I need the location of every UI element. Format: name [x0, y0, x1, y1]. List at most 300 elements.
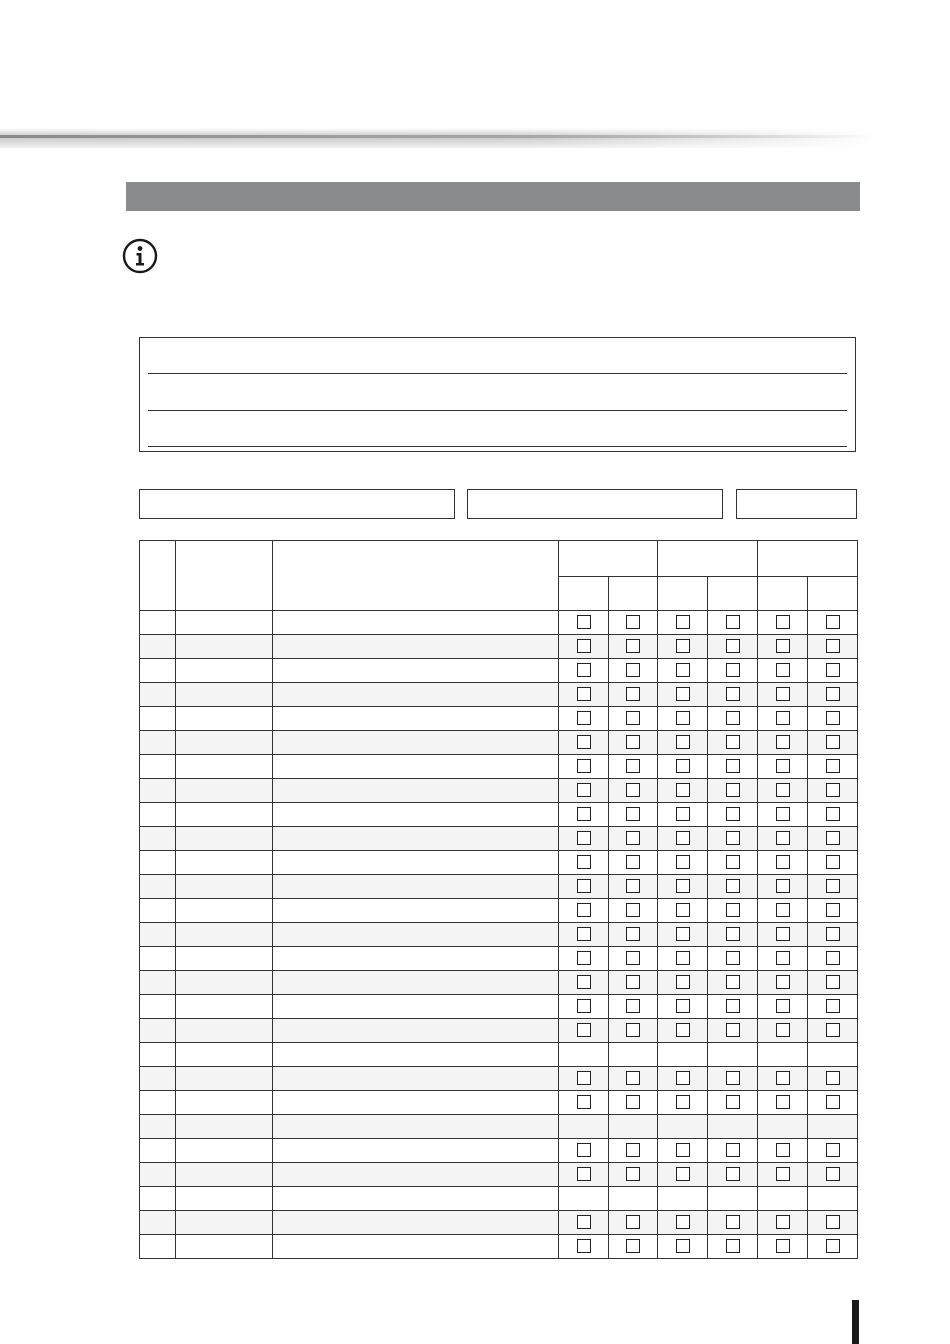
checkbox[interactable] — [676, 903, 690, 917]
check-cell — [658, 1187, 708, 1211]
checkbox[interactable] — [726, 663, 740, 677]
check-cell — [609, 1211, 658, 1235]
checkbox[interactable] — [626, 855, 640, 869]
checkbox[interactable] — [626, 759, 640, 773]
check-cell — [559, 827, 609, 851]
table-cell — [176, 1067, 273, 1091]
note-line[interactable] — [148, 410, 847, 411]
check-cell — [559, 731, 609, 755]
checkbox[interactable] — [826, 831, 840, 845]
check-cell — [808, 683, 858, 707]
check-cell — [808, 1067, 858, 1091]
check-cell — [708, 899, 758, 923]
check-cell — [808, 875, 858, 899]
checkbox[interactable] — [776, 1143, 790, 1157]
table-cell — [140, 755, 176, 779]
table-cell — [140, 1115, 176, 1139]
checkbox[interactable] — [826, 855, 840, 869]
checkbox[interactable] — [826, 927, 840, 941]
check-cell — [758, 611, 808, 635]
check-cell — [758, 1115, 808, 1139]
checkbox[interactable] — [626, 639, 640, 653]
checkbox[interactable] — [726, 687, 740, 701]
check-cell — [808, 827, 858, 851]
checkbox[interactable] — [577, 999, 591, 1013]
table-cell — [176, 971, 273, 995]
checkbox[interactable] — [676, 687, 690, 701]
check-cell — [708, 1163, 758, 1187]
table-row — [140, 635, 858, 659]
header-item — [176, 541, 273, 611]
check-cell — [559, 1211, 609, 1235]
check-cell — [808, 779, 858, 803]
check-cell — [708, 923, 758, 947]
checkbox[interactable] — [726, 879, 740, 893]
check-cell — [609, 971, 658, 995]
check-cell — [758, 1139, 808, 1163]
checkbox[interactable] — [676, 855, 690, 869]
check-cell — [708, 1019, 758, 1043]
table-cell — [273, 1139, 559, 1163]
check-cell — [708, 827, 758, 851]
checkbox[interactable] — [776, 1095, 790, 1109]
checkbox[interactable] — [626, 663, 640, 677]
field-3[interactable] — [736, 489, 857, 519]
checkbox[interactable] — [726, 1167, 740, 1181]
check-cell — [559, 1163, 609, 1187]
checkbox[interactable] — [577, 1143, 591, 1157]
check-cell — [758, 971, 808, 995]
page-edge-tab — [852, 1300, 859, 1344]
checkbox[interactable] — [577, 1239, 591, 1253]
check-cell — [708, 1115, 758, 1139]
table-row — [140, 947, 858, 971]
checkbox[interactable] — [626, 1167, 640, 1181]
check-cell — [609, 1115, 658, 1139]
checkbox[interactable] — [577, 639, 591, 653]
check-cell — [559, 611, 609, 635]
check-cell — [808, 1043, 858, 1067]
table-cell — [176, 1091, 273, 1115]
check-cell — [658, 659, 708, 683]
checkbox[interactable] — [776, 759, 790, 773]
checkbox[interactable] — [676, 615, 690, 629]
check-cell — [758, 1091, 808, 1115]
table-cell — [273, 1115, 559, 1139]
checkbox[interactable] — [626, 711, 640, 725]
sub-header — [559, 577, 609, 611]
checkbox[interactable] — [726, 831, 740, 845]
checkbox[interactable] — [826, 999, 840, 1013]
checkbox[interactable] — [626, 807, 640, 821]
check-cell — [609, 683, 658, 707]
table-cell — [273, 779, 559, 803]
checkbox[interactable] — [776, 1023, 790, 1037]
table-cell — [140, 635, 176, 659]
table-cell — [176, 1163, 273, 1187]
checkbox[interactable] — [726, 1239, 740, 1253]
check-cell — [758, 731, 808, 755]
table-cell — [273, 971, 559, 995]
check-cell — [609, 1019, 658, 1043]
checkbox[interactable] — [577, 855, 591, 869]
checkbox[interactable] — [826, 1071, 840, 1085]
check-cell — [758, 683, 808, 707]
table-cell — [273, 1091, 559, 1115]
header-description — [273, 541, 559, 611]
check-cell — [758, 755, 808, 779]
note-line[interactable] — [148, 373, 847, 374]
checkbox[interactable] — [676, 951, 690, 965]
table-row — [140, 995, 858, 1019]
checkbox[interactable] — [676, 999, 690, 1013]
table-cell — [176, 731, 273, 755]
checkbox[interactable] — [676, 1215, 690, 1229]
check-cell — [658, 1139, 708, 1163]
check-cell — [808, 731, 858, 755]
check-cell — [708, 1091, 758, 1115]
checkbox[interactable] — [726, 903, 740, 917]
table-cell — [176, 635, 273, 659]
checkbox[interactable] — [626, 1143, 640, 1157]
checkbox[interactable] — [826, 783, 840, 797]
check-cell — [658, 731, 708, 755]
check-cell — [758, 803, 808, 827]
table-row — [140, 659, 858, 683]
check-cell — [808, 1091, 858, 1115]
table-cell — [176, 947, 273, 971]
table-row — [140, 1187, 858, 1211]
checkbox[interactable] — [726, 1215, 740, 1229]
check-cell — [609, 851, 658, 875]
checkbox[interactable] — [826, 1167, 840, 1181]
header-rule — [0, 135, 870, 138]
checkbox[interactable] — [776, 927, 790, 941]
checkbox[interactable] — [577, 735, 591, 749]
checkbox[interactable] — [776, 951, 790, 965]
check-cell — [658, 755, 708, 779]
checkbox[interactable] — [776, 975, 790, 989]
check-cell — [658, 827, 708, 851]
table-cell — [176, 995, 273, 1019]
checkbox[interactable] — [726, 735, 740, 749]
checkbox[interactable] — [626, 1023, 640, 1037]
checkbox[interactable] — [826, 1215, 840, 1229]
checkbox[interactable] — [826, 1143, 840, 1157]
check-cell — [708, 1187, 758, 1211]
table-row — [140, 851, 858, 875]
checkbox[interactable] — [826, 663, 840, 677]
check-cell — [708, 755, 758, 779]
checkbox[interactable] — [776, 807, 790, 821]
check-cell — [808, 803, 858, 827]
checkbox[interactable] — [776, 687, 790, 701]
checkbox[interactable] — [577, 951, 591, 965]
checkbox[interactable] — [577, 1071, 591, 1085]
table-cell — [273, 731, 559, 755]
checkbox[interactable] — [776, 1071, 790, 1085]
check-cell — [658, 1163, 708, 1187]
check-cell — [758, 947, 808, 971]
checkbox[interactable] — [776, 639, 790, 653]
check-cell — [708, 779, 758, 803]
checkbox[interactable] — [676, 1023, 690, 1037]
check-cell — [708, 971, 758, 995]
checkbox[interactable] — [776, 783, 790, 797]
checkbox[interactable] — [676, 759, 690, 773]
checkbox[interactable] — [676, 1095, 690, 1109]
checkbox[interactable] — [577, 807, 591, 821]
checkbox[interactable] — [676, 711, 690, 725]
check-cell — [559, 635, 609, 659]
check-cell — [609, 755, 658, 779]
checkbox[interactable] — [626, 951, 640, 965]
check-cell — [758, 635, 808, 659]
check-cell — [559, 1187, 609, 1211]
checkbox[interactable] — [726, 951, 740, 965]
check-cell — [758, 851, 808, 875]
table-row — [140, 827, 858, 851]
checkbox[interactable] — [676, 1239, 690, 1253]
checkbox[interactable] — [826, 1095, 840, 1109]
checkbox[interactable] — [776, 1215, 790, 1229]
check-cell — [708, 1043, 758, 1067]
check-cell — [559, 1091, 609, 1115]
check-cell — [808, 635, 858, 659]
checkbox[interactable] — [676, 783, 690, 797]
table-row — [140, 1043, 858, 1067]
checkbox[interactable] — [726, 639, 740, 653]
checkbox[interactable] — [626, 615, 640, 629]
field-1[interactable] — [139, 489, 455, 519]
checkbox[interactable] — [826, 903, 840, 917]
table-cell — [176, 755, 273, 779]
checkbox[interactable] — [826, 615, 840, 629]
checkbox[interactable] — [626, 927, 640, 941]
header-shadow-rule — [0, 128, 880, 148]
table-row — [140, 1091, 858, 1115]
table-cell — [140, 899, 176, 923]
checkbox[interactable] — [726, 1023, 740, 1037]
checkbox[interactable] — [726, 1071, 740, 1085]
checkbox[interactable] — [826, 807, 840, 821]
check-cell — [708, 875, 758, 899]
checkbox[interactable] — [626, 1239, 640, 1253]
check-cell — [758, 899, 808, 923]
checkbox[interactable] — [626, 783, 640, 797]
checkbox[interactable] — [826, 975, 840, 989]
checkbox[interactable] — [776, 831, 790, 845]
check-cell — [708, 611, 758, 635]
checkbox[interactable] — [776, 735, 790, 749]
checkbox[interactable] — [726, 807, 740, 821]
table-cell — [140, 611, 176, 635]
check-cell — [708, 851, 758, 875]
checkbox[interactable] — [577, 975, 591, 989]
table-cell — [140, 851, 176, 875]
table-cell — [176, 611, 273, 635]
check-cell — [609, 803, 658, 827]
check-cell — [609, 947, 658, 971]
header-no — [140, 541, 176, 611]
check-cell — [658, 803, 708, 827]
table-cell — [273, 1163, 559, 1187]
check-cell — [559, 1235, 609, 1259]
checkbox[interactable] — [826, 759, 840, 773]
table-cell — [176, 899, 273, 923]
checkbox[interactable] — [676, 975, 690, 989]
checkbox[interactable] — [726, 615, 740, 629]
checkbox[interactable] — [676, 1071, 690, 1085]
checkbox[interactable] — [676, 807, 690, 821]
table-cell — [176, 683, 273, 707]
check-cell — [808, 1163, 858, 1187]
table-cell — [273, 1187, 559, 1211]
checkbox[interactable] — [676, 831, 690, 845]
check-cell — [658, 707, 708, 731]
check-cell — [758, 1067, 808, 1091]
table-cell — [140, 803, 176, 827]
check-cell — [758, 659, 808, 683]
checkbox[interactable] — [577, 1215, 591, 1229]
checkbox[interactable] — [676, 927, 690, 941]
checkbox[interactable] — [626, 879, 640, 893]
checkbox[interactable] — [676, 639, 690, 653]
checkbox[interactable] — [577, 615, 591, 629]
table-cell — [176, 1139, 273, 1163]
checkbox[interactable] — [626, 831, 640, 845]
check-cell — [708, 1211, 758, 1235]
table-row — [140, 611, 858, 635]
checkbox[interactable] — [577, 1095, 591, 1109]
checkbox[interactable] — [726, 711, 740, 725]
checkbox[interactable] — [626, 687, 640, 701]
table-cell — [176, 1211, 273, 1235]
checkbox[interactable] — [826, 735, 840, 749]
check-cell — [708, 731, 758, 755]
checkbox[interactable] — [776, 1239, 790, 1253]
table-row — [140, 707, 858, 731]
checkbox[interactable] — [577, 831, 591, 845]
checkbox[interactable] — [577, 687, 591, 701]
check-cell — [808, 659, 858, 683]
check-cell — [559, 1043, 609, 1067]
check-cell — [658, 851, 708, 875]
table-cell — [176, 803, 273, 827]
checkbox[interactable] — [676, 663, 690, 677]
check-cell — [708, 707, 758, 731]
check-cell — [609, 899, 658, 923]
checkbox[interactable] — [577, 1023, 591, 1037]
checkbox[interactable] — [577, 1167, 591, 1181]
checkbox[interactable] — [676, 879, 690, 893]
table-cell — [140, 1187, 176, 1211]
checkbox[interactable] — [826, 1239, 840, 1253]
checkbox[interactable] — [826, 687, 840, 701]
checkbox[interactable] — [726, 1095, 740, 1109]
checkbox[interactable] — [726, 975, 740, 989]
checkbox[interactable] — [577, 903, 591, 917]
checkbox[interactable] — [577, 711, 591, 725]
table-cell — [273, 803, 559, 827]
check-cell — [609, 779, 658, 803]
checkbox[interactable] — [776, 711, 790, 725]
check-cell — [758, 1043, 808, 1067]
table-row — [140, 803, 858, 827]
checkbox[interactable] — [726, 1143, 740, 1157]
table-cell — [273, 875, 559, 899]
sub-header — [658, 577, 708, 611]
checkbox[interactable] — [626, 1215, 640, 1229]
check-cell — [808, 995, 858, 1019]
checkbox[interactable] — [626, 1095, 640, 1109]
checkbox[interactable] — [776, 999, 790, 1013]
checkbox[interactable] — [776, 663, 790, 677]
checkbox[interactable] — [577, 879, 591, 893]
checkbox[interactable] — [776, 903, 790, 917]
check-cell — [708, 635, 758, 659]
check-cell — [758, 707, 808, 731]
checkbox[interactable] — [826, 879, 840, 893]
check-cell — [658, 995, 708, 1019]
checkbox[interactable] — [676, 1167, 690, 1181]
table-cell — [140, 875, 176, 899]
checkbox[interactable] — [676, 735, 690, 749]
checkbox[interactable] — [626, 1071, 640, 1085]
group-header — [758, 541, 858, 577]
checkbox[interactable] — [577, 759, 591, 773]
note-line[interactable] — [148, 446, 847, 447]
sub-header — [808, 577, 858, 611]
sub-header — [609, 577, 658, 611]
checkbox[interactable] — [626, 999, 640, 1013]
field-2[interactable] — [467, 489, 723, 519]
check-cell — [658, 947, 708, 971]
checkbox[interactable] — [577, 663, 591, 677]
checkbox[interactable] — [626, 975, 640, 989]
checkbox[interactable] — [577, 783, 591, 797]
check-cell — [708, 803, 758, 827]
checkbox[interactable] — [726, 999, 740, 1013]
checkbox[interactable] — [776, 615, 790, 629]
check-cell — [559, 1019, 609, 1043]
checkbox[interactable] — [726, 759, 740, 773]
check-cell — [658, 899, 708, 923]
checkbox[interactable] — [726, 927, 740, 941]
check-cell — [758, 923, 808, 947]
checkbox[interactable] — [826, 711, 840, 725]
checkbox[interactable] — [626, 735, 640, 749]
checkbox[interactable] — [776, 855, 790, 869]
checkbox[interactable] — [776, 1167, 790, 1181]
check-cell — [708, 683, 758, 707]
checkbox[interactable] — [826, 1023, 840, 1037]
checkbox[interactable] — [626, 903, 640, 917]
checkbox[interactable] — [826, 639, 840, 653]
checkbox[interactable] — [726, 783, 740, 797]
table-cell — [140, 659, 176, 683]
checkbox[interactable] — [676, 1143, 690, 1157]
table-cell — [140, 923, 176, 947]
check-cell — [559, 683, 609, 707]
table-cell — [273, 923, 559, 947]
checkbox[interactable] — [776, 879, 790, 893]
checkbox[interactable] — [826, 951, 840, 965]
table-cell — [273, 611, 559, 635]
checkbox[interactable] — [577, 927, 591, 941]
table-row — [140, 683, 858, 707]
checkbox[interactable] — [726, 855, 740, 869]
